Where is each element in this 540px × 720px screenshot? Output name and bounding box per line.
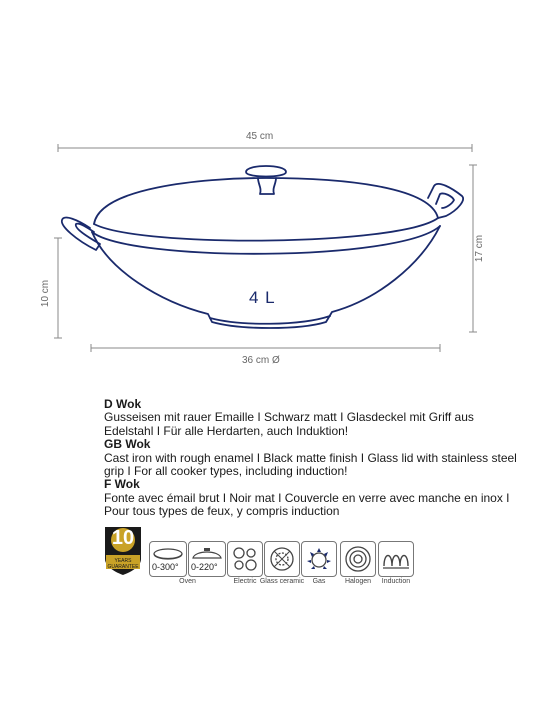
oven-pan-icon-box [149, 541, 187, 577]
guarantee-text [103, 558, 143, 570]
dimension-width-line [58, 144, 472, 152]
induction-icon-box [378, 541, 414, 577]
gas-burner-icon [302, 542, 336, 576]
halogen-icon-box [340, 541, 376, 577]
product-description [104, 398, 524, 519]
halogen-hob-icon [341, 542, 375, 576]
description-f-text: Fonte avec émail brut I Noir mat I Couvercle en verre avec manche en inox I Pour tous types de feux, y compris induction [104, 490, 510, 519]
glass-ceramic-label: Glass ceramic [259, 578, 305, 585]
guarantee-line-guarantee: GUARANTEE [107, 564, 139, 570]
guarantee-years-number: 10 [111, 527, 135, 549]
pan-icon [150, 544, 186, 564]
description-de-heading: D Wok [104, 397, 142, 411]
dimension-base-line [91, 344, 440, 352]
dimension-depth-line [54, 238, 62, 338]
oven-pan-temp: 0-300° [152, 562, 179, 572]
description-gb-heading: GB Wok [104, 437, 151, 452]
electric-label: Electric [233, 578, 257, 585]
description-f-heading: F Wok [104, 477, 140, 492]
capacity-label: 4 L [249, 288, 276, 307]
induction-coil-icon [379, 542, 413, 576]
electric-hob-icon [228, 542, 262, 576]
oven-label: Oven [179, 578, 196, 585]
halogen-label: Halogen [344, 578, 372, 585]
glass-ceramic-icon-box [264, 541, 300, 577]
guarantee-line-years: YEARS [114, 558, 132, 564]
guarantee-badge [103, 525, 143, 577]
gas-icon-box [301, 541, 337, 577]
width-dimension-label: 45 cm [246, 131, 274, 142]
gas-label: Gas [312, 578, 326, 585]
induction-label: Induction [381, 578, 411, 585]
description-de-text: Gusseisen mit rauer Emaille I Schwarz matt I Glasdeckel mit Griff aus Edelstahl I Für alle Herdarten, auch Induktion! [104, 410, 474, 438]
oven-lid-icon-box [188, 541, 226, 577]
base-diameter-label: 36 cm Ø [242, 355, 280, 366]
electric-icon-box [227, 541, 263, 577]
glass-ceramic-hob-icon [265, 542, 299, 576]
depth-dimension-label: 10 cm [40, 279, 52, 308]
height-dimension-label: 17 cm [474, 234, 486, 263]
lid-icon [189, 544, 225, 564]
description-gb-text: Cast iron with rough enamel I Black matte finish I Glass lid with stainless steel grip I For all cooker types, including induction! [104, 450, 517, 479]
oven-lid-temp: 0-220° [191, 562, 218, 572]
